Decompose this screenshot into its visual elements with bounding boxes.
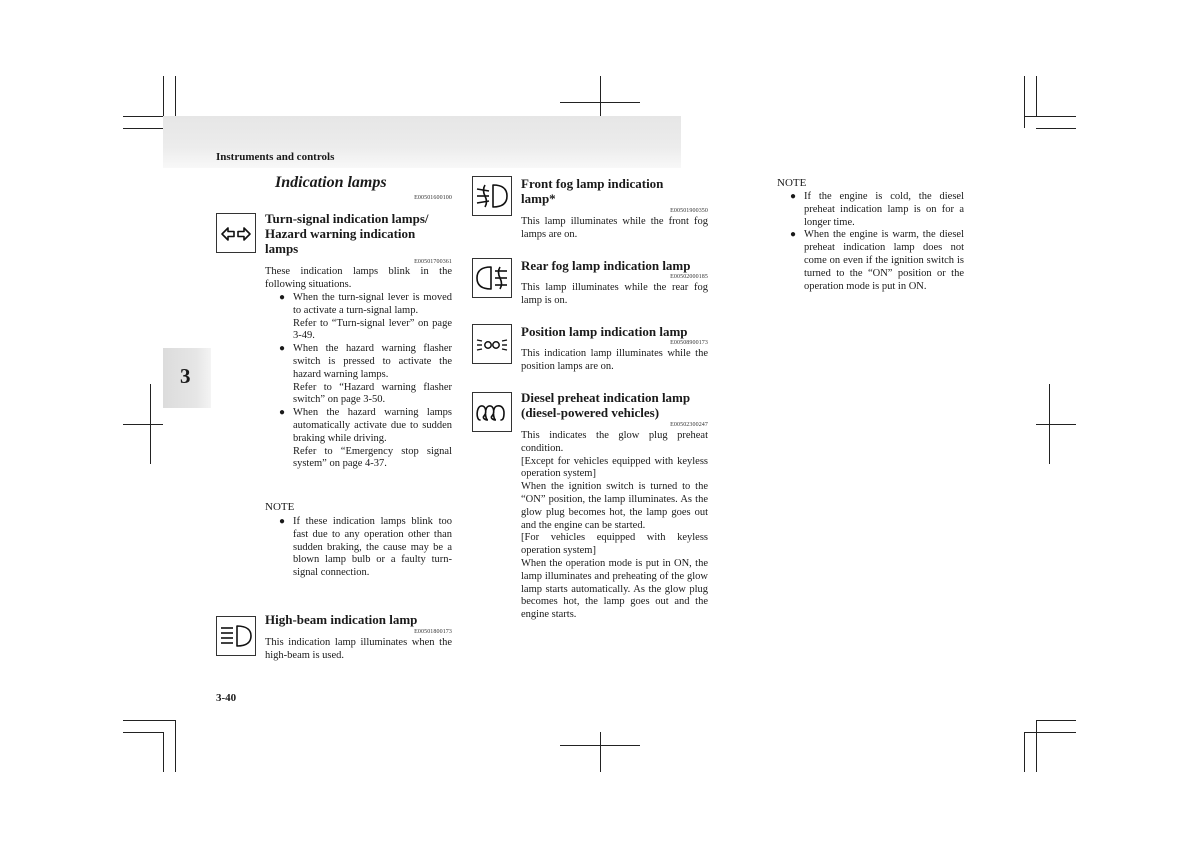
turn-signal-icon — [216, 213, 256, 253]
turn-signal-heading: Turn-signal indication lamps/ Hazard warning indication lamps — [265, 211, 429, 256]
turn-signal-intro: These indication lamps blink in the following situations. — [265, 266, 452, 290]
page-number: 3-40 — [216, 692, 237, 704]
glow-plug-icon — [472, 392, 512, 432]
position-lamp-icon — [472, 324, 512, 364]
chapter-number: 3 — [180, 364, 191, 388]
front-fog-lamp-icon — [472, 176, 512, 216]
front-fog-heading: Front fog lamp indication lamp* — [521, 176, 664, 206]
turn-signal-list — [279, 292, 452, 471]
note-label: NOTE — [265, 501, 295, 513]
title-code: E00501600100 — [414, 195, 452, 201]
rear-fog-code: E00502000185 — [670, 274, 708, 280]
diesel-body: This indicates the glow plug preheat condition. [Except for vehicles equipped with keyless operation system] When the ignition switch is turned to the “ON” position, the lamp illuminates. As the glow plug becomes hot, the lamp goes out and the engine can be started. [For vehicles equipped with keyless operation system] When the operation mode is put in ON, the lamp illuminates and preheating of the glow lamp starts automatically. As the glow plug becomes hot, the lamp goes out and the engine starts. — [521, 430, 708, 621]
diesel-code: E00502300247 — [670, 422, 708, 428]
list-item: ● When the turn-signal lever is moved to activate a turn-signal lamp. Refer to “Turn-signal lever” on page 3-49. — [279, 292, 452, 342]
position-code: E00508900173 — [670, 340, 708, 346]
right-note-list — [790, 191, 964, 293]
high-beam-text: This indication lamp illuminates when the high-beam is used. — [265, 637, 452, 661]
section-label: Instruments and controls — [216, 151, 335, 163]
position-heading: Position lamp indication lamp — [521, 324, 688, 339]
position-text: This indication lamp illuminates while the position lamps are on. — [521, 348, 708, 372]
list-item: ● When the hazard warning lamps automatically activate due to sudden braking while driving. Refer to “Emergency stop signal system” on page 4-37. — [279, 407, 452, 470]
rear-fog-text: This lamp illuminates while the rear fog lamp is on. — [521, 282, 708, 306]
list-item: ● If the engine is cold, the diesel preheat indication lamp is on for a longer time. — [790, 191, 964, 228]
list-item: ● When the engine is warm, the diesel preheat indication lamp does not come on even if the ignition switch is turned to the “ON” position or the operation mode is put in ON. — [790, 229, 964, 292]
front-fog-code: E00501900350 — [670, 208, 708, 214]
rear-fog-heading: Rear fog lamp indication lamp — [521, 258, 691, 273]
diesel-heading: Diesel preheat indication lamp (diesel-powered vehicles) — [521, 390, 691, 420]
turn-signal-note — [279, 516, 452, 580]
high-beam-code: E00501800173 — [414, 629, 452, 635]
rear-fog-lamp-icon — [472, 258, 512, 298]
right-note-label: NOTE — [777, 177, 807, 189]
high-beam-heading: High-beam indication lamp — [265, 612, 418, 627]
front-fog-text: This lamp illuminates while the front fog lamps are on. — [521, 216, 708, 240]
high-beam-icon — [216, 616, 256, 656]
list-item: ● If these indication lamps blink too fast due to any operation other than sudden braking, the cause may be a blown lamp bulb or a faulty turn-signal connection. — [279, 516, 452, 579]
page-title: Indication lamps — [275, 174, 387, 191]
list-item: ● When the hazard warning flasher switch is pressed to activate the hazard warning lamps. Refer to “Hazard warning flasher switch” on page 3-50. — [279, 343, 452, 406]
turn-signal-code: E00501700361 — [414, 259, 452, 265]
